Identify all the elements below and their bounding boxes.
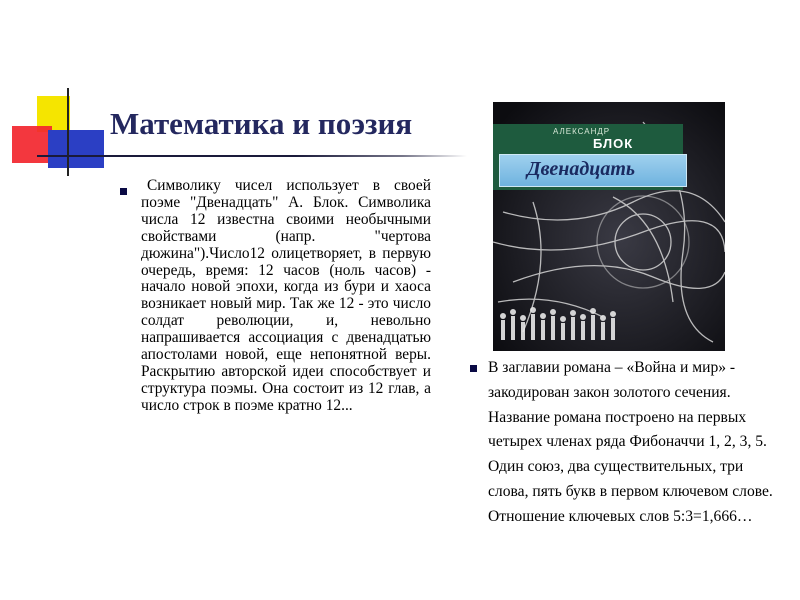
decor-vertical-line [67, 88, 69, 176]
cover-author: АЛЕКСАНДР [553, 127, 611, 136]
right-paragraph: В заглавии романа – «Война и мир» - закодирован закон золотого сечения. Название романа построено на первых четырех членах ряда Фибоначчи 1, 2, 3, 5. Один союз, два существительных, три слова, пять букв в первом ключевом слове. Отношение ключевых слов 5:3=1,666… [488, 359, 773, 525]
left-paragraph: Символику чисел использует в своей поэме "Двенадцать" А. Блок. Символика числа 12 известна своими необычными свойствами (напр. "чертова дюжина").Число12 олицетворяет, в первую очередь, время: 12 часов (ноль часов) - начало новой эпохи, когда из бури и хаоса возникает новый мир. Так же 12 - это число солдат революции, и, невольно напрашивается ассоциация с двенадцатью апостолами новой, еще непонятной веры. Раскрытию авторской идеи способствует и структура поэмы. Она состоит из 12 глав, а число строк в поэме кратно 12... [141, 177, 431, 414]
title-underline [37, 155, 467, 157]
slide-title: Математика и поэзия [110, 106, 413, 141]
book-cover-image [493, 102, 725, 351]
decor-red-square [12, 126, 52, 163]
decor-blue-square [48, 130, 104, 168]
bullet-icon [470, 365, 477, 372]
cover-title: Двенадцать [527, 158, 636, 180]
bullet-icon [120, 188, 127, 195]
cover-surname: БЛОК [593, 136, 634, 151]
